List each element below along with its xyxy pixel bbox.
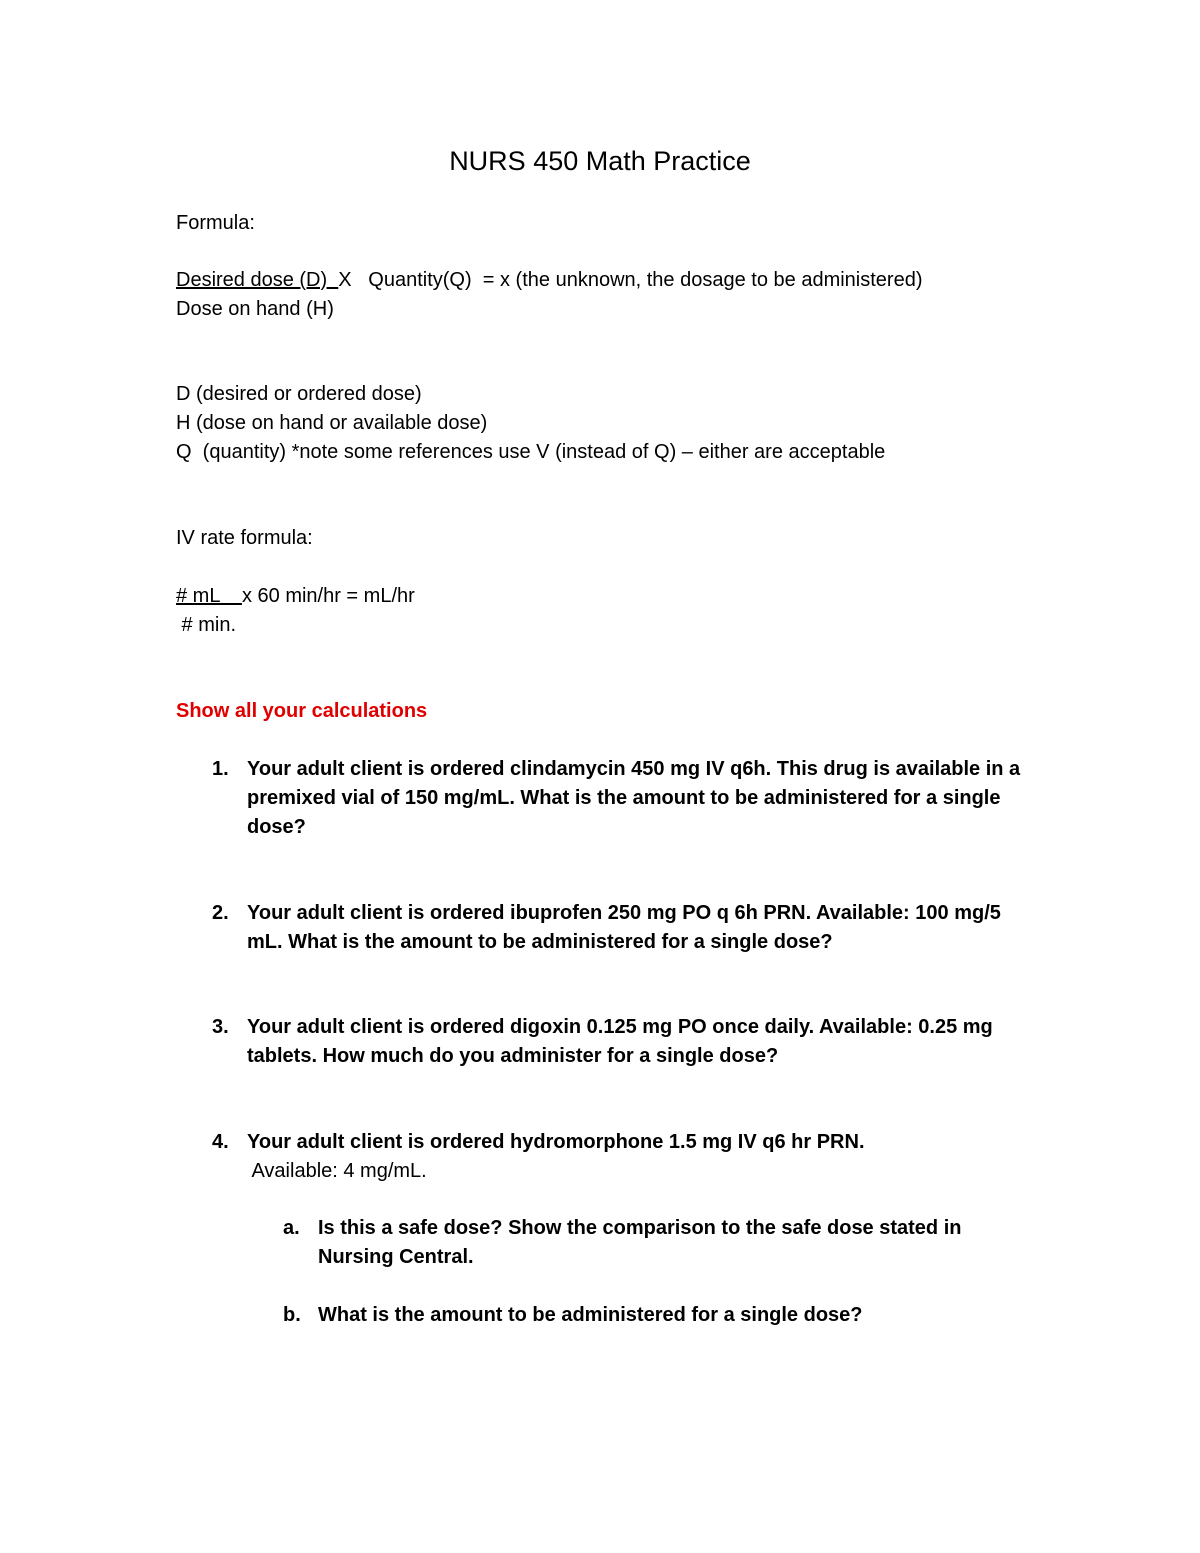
question-4a-letter: a. <box>283 1217 300 1239</box>
question-1-text: Your adult client is ordered clindamycin 450 mg IV q6h. This drug is available in a premixed vial of 150 mg/mL. What is the amount to be administered for a single dose? <box>247 758 1021 838</box>
page-title: NURS 450 Math Practice <box>449 146 751 176</box>
iv-denominator: # min. <box>176 614 237 636</box>
definition-d: D (desired or ordered dose) <box>176 383 422 405</box>
formula-denominator: Dose on hand (H) <box>176 298 334 320</box>
question-4a-text: Is this a safe dose? Show the comparison to the safe dose stated in Nursing Central. <box>318 1217 962 1268</box>
formula-times: X Quantity(Q) = x (the unknown, the dosage to be administered) <box>338 269 923 291</box>
question-4b-text: What is the amount to be administered for a single dose? <box>318 1304 863 1326</box>
question-4-text: Your adult client is ordered hydromorphone 1.5 mg IV q6 hr PRN. <box>247 1131 865 1153</box>
formula-label: Formula: <box>176 212 255 234</box>
question-2-text: Your adult client is ordered ibuprofen 250 mg PO q 6h PRN. Available: 100 mg/5 mL. What is the amount to be administered for a single dose? <box>247 902 1001 953</box>
question-2-number: 2. <box>212 902 229 924</box>
formula-numerator: Desired dose (D) <box>176 269 339 291</box>
definition-h: H (dose on hand or available dose) <box>176 412 488 434</box>
formula-line <box>176 266 922 294</box>
iv-label: IV rate formula: <box>176 527 313 549</box>
question-4-number: 4. <box>212 1131 229 1153</box>
iv-rest: x 60 min/hr = mL/hr <box>241 585 415 607</box>
iv-numerator: # mL <box>176 585 242 607</box>
definition-q: Q (quantity) *note some references use V (instead of Q) – either are acceptable <box>176 441 886 463</box>
question-3-number: 3. <box>212 1016 229 1038</box>
question-3-text: Your adult client is ordered digoxin 0.125 mg PO once daily. Available: 0.25 mg tablets. How much do you administer for a single dose? <box>247 1016 993 1067</box>
question-4b-letter: b. <box>283 1304 301 1326</box>
iv-formula-line <box>176 582 415 610</box>
instruction-text: Show all your calculations <box>176 700 428 722</box>
question-4-available: Available: 4 mg/mL. <box>247 1160 427 1182</box>
question-1-number: 1. <box>212 758 229 780</box>
